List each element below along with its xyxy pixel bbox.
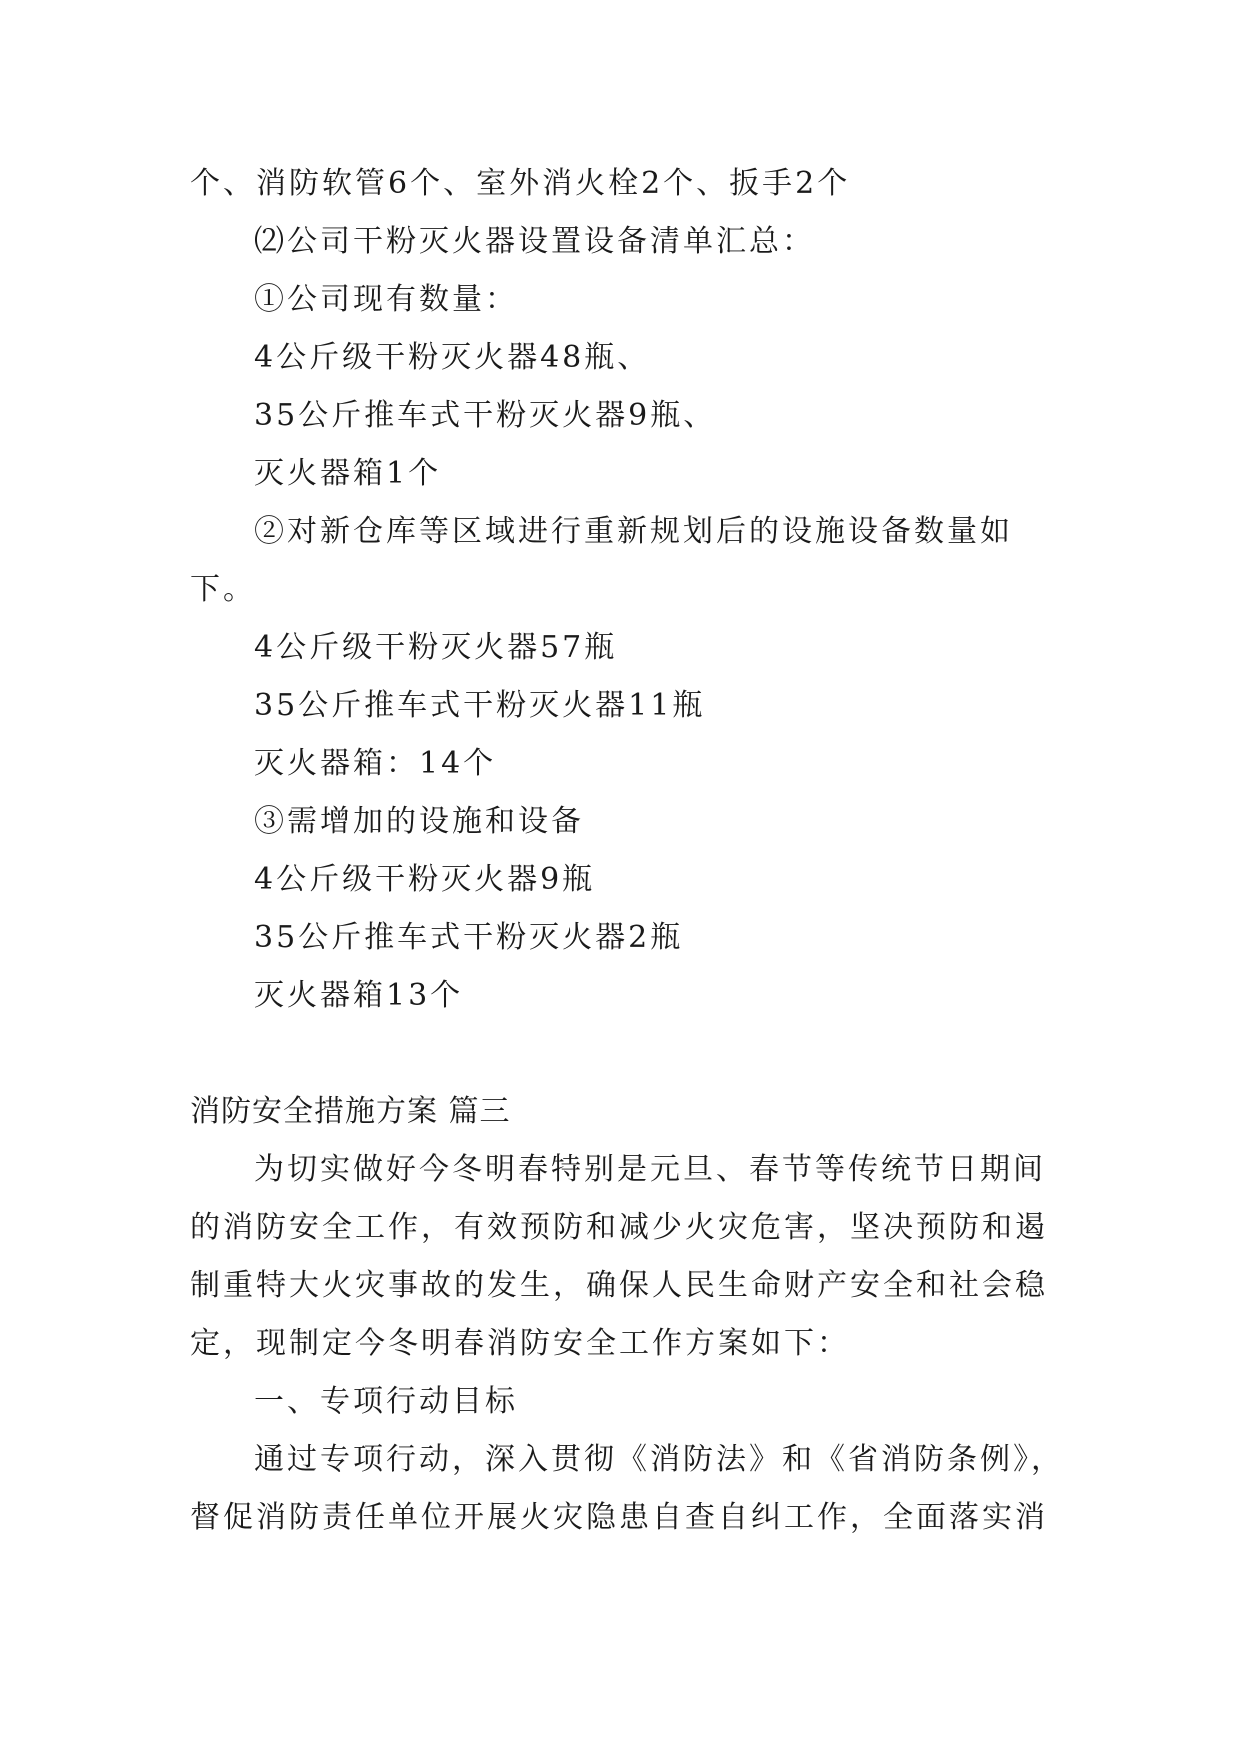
text-line: 下。 [190,572,256,607]
text-line: 一、专项行动目标 [254,1384,518,1419]
text-line: 制重特大火灾事故的发生，确保人民生命财产安全和社会稳 [190,1268,1048,1303]
text-line: 35公斤推车式干粉灭火器9瓶、 [254,398,717,433]
text-line: 通过专项行动，深入贯彻《消防法》和《省消防条例》， [254,1442,1064,1477]
text-line: 4公斤级干粉灭火器48瓶、 [254,340,651,375]
text-line: 为切实做好今冬明春特别是元旦、春节等传统节日期间 [254,1152,1046,1187]
text-line: 35公斤推车式干粉灭火器11瓶 [254,688,706,723]
text-line: ⑵公司干粉灭火器设置设备清单汇总： [254,224,815,259]
text-line: 灭火器箱：14个 [254,746,497,781]
text-line: 定，现制定今冬明春消防安全工作方案如下： [190,1326,850,1361]
text-line: ③需增加的设施和设备 [254,804,584,839]
text-line: ②对新仓库等区域进行重新规划后的设施设备数量如 [254,514,1013,549]
text-line: 个、消防软管6个、室外消火栓2个、扳手2个 [190,166,851,201]
text-line: 4公斤级干粉灭火器57瓶 [254,630,618,665]
section-heading: 消防安全措施方案 篇三 [190,1094,511,1129]
text-line: 灭火器箱13个 [254,978,464,1013]
text-line: 督促消防责任单位开展火灾隐患自查自纠工作，全面落实消 [190,1500,1048,1535]
text-line: 的消防安全工作，有效预防和减少火灾危害，坚决预防和遏 [190,1210,1048,1245]
text-line: 灭火器箱1个 [254,456,442,491]
text-line: ①公司现有数量： [254,282,518,317]
text-line: 4公斤级干粉灭火器9瓶 [254,862,596,897]
text-line: 35公斤推车式干粉灭火器2瓶 [254,920,684,955]
